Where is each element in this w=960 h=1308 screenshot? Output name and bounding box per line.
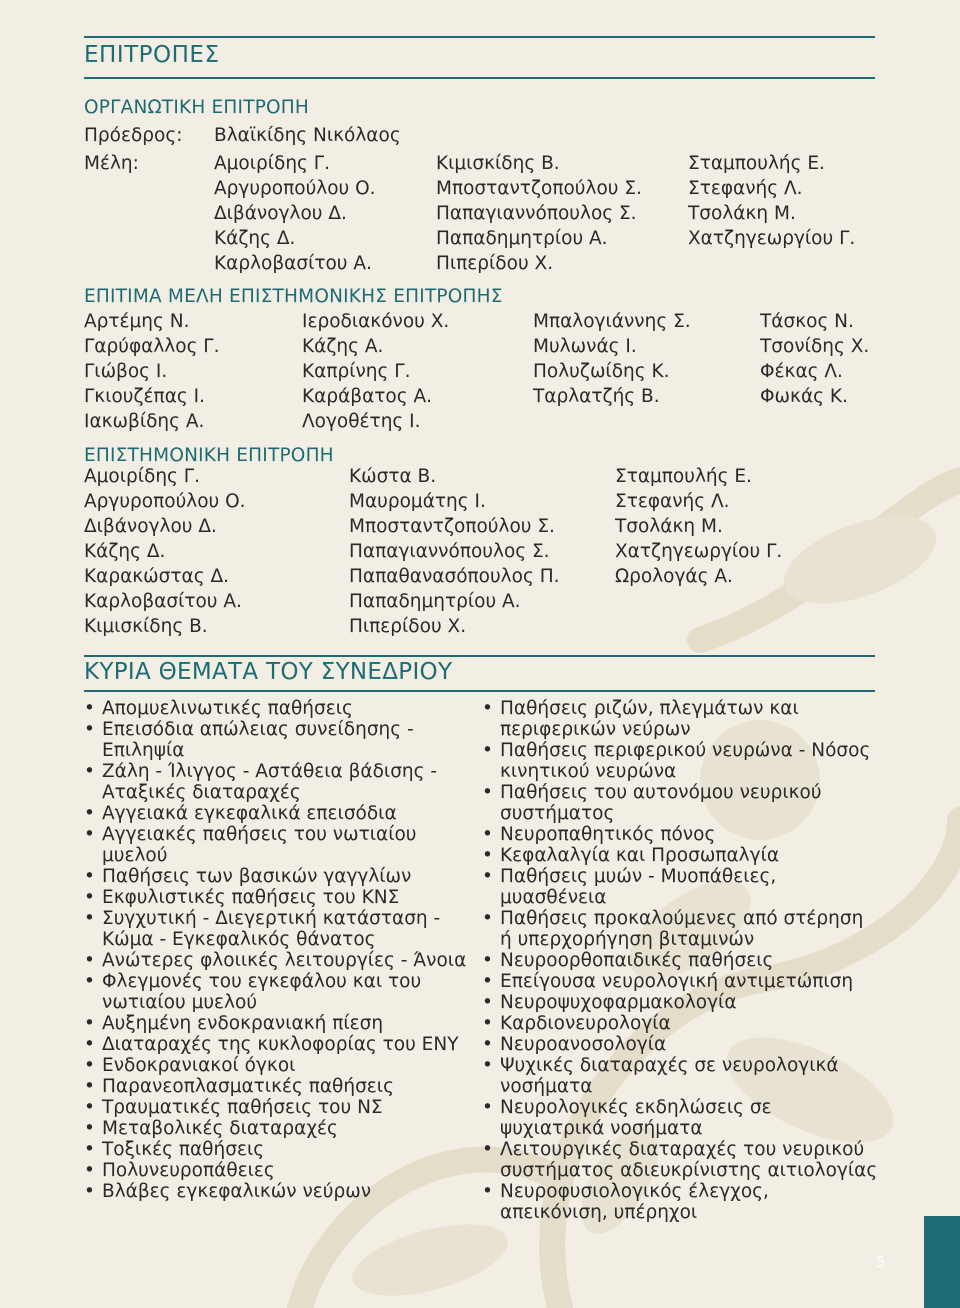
topic-line: Βλάβες εγκεφαλικών νεύρων xyxy=(102,1181,372,1202)
honorary-col-1 xyxy=(84,309,220,434)
members-label: Μέλη: xyxy=(84,153,139,174)
member-name: Καρακώστας Δ. xyxy=(84,566,229,587)
member-name: Αργυροπούλου Ο. xyxy=(84,491,246,512)
bullet-icon: • xyxy=(84,1076,95,1097)
topic-line: Επεισόδια απώλειας συνείδησης - xyxy=(102,719,414,740)
topic-item xyxy=(84,1139,474,1160)
organizing-members-col-2 xyxy=(436,151,642,276)
page-number: 5 xyxy=(876,1253,886,1271)
topic-item xyxy=(482,908,882,950)
topic-item xyxy=(482,698,882,740)
topic-item xyxy=(482,1055,882,1097)
topic-item xyxy=(84,803,474,824)
bullet-icon: • xyxy=(482,1013,493,1034)
topic-item xyxy=(482,866,882,908)
honorary-members-title: ΕΠΙΤΙΜΑ ΜΕΛΗ ΕΠΙΣΤΗΜΟΝΙΚΗΣ ΕΠΙΤΡΟΠΗΣ xyxy=(84,286,503,307)
topic-item xyxy=(482,1034,882,1055)
topics-underline xyxy=(84,690,875,692)
topic-line: ή υπερχορήγηση βιταμινών xyxy=(500,929,755,950)
topic-line: Παρανεοπλασματικές παθήσεις xyxy=(102,1076,394,1097)
member-name: Καπρίνης Γ. xyxy=(302,361,411,382)
topic-line: Μεταβολικές διαταραχές xyxy=(102,1118,338,1139)
topic-line: Παθήσεις προκαλούμενες από στέρηση xyxy=(500,908,864,929)
bullet-icon: • xyxy=(482,1139,493,1160)
member-name: Χατζηγεωργίου Γ. xyxy=(615,541,783,562)
topic-item xyxy=(84,971,474,1013)
member-name: Στεφανής Λ. xyxy=(615,491,730,512)
topic-item xyxy=(84,1181,474,1202)
bullet-icon: • xyxy=(84,719,95,740)
topic-line: Παθήσεις του αυτονόμου νευρικού xyxy=(500,782,822,803)
topic-item xyxy=(482,1013,882,1034)
topic-item xyxy=(84,824,474,866)
member-name: Στεφανής Λ. xyxy=(688,178,803,199)
topic-line: Απομυελινωτικές παθήσεις xyxy=(102,698,353,719)
topic-item xyxy=(482,845,882,866)
member-name: Αργυροπούλου Ο. xyxy=(214,178,376,199)
member-name: Γιώβος Ι. xyxy=(84,361,168,382)
topic-item xyxy=(84,866,474,887)
topic-line: Κεφαλαλγία και Προσωπαλγία xyxy=(500,845,780,866)
bullet-icon: • xyxy=(482,1097,493,1118)
topic-line: Αταξικές διαταραχές xyxy=(102,782,301,803)
member-name: Τσονίδης Χ. xyxy=(760,336,870,357)
bullet-icon: • xyxy=(482,824,493,845)
topic-line: Παθήσεις μυών - Μυοπάθειες, xyxy=(500,866,777,887)
member-name: Παπαδημητρίου Α. xyxy=(349,591,521,612)
member-name: Λογοθέτης Ι. xyxy=(302,411,421,432)
topic-line: Νευροφυσιολογικός έλεγχος, xyxy=(500,1181,769,1202)
member-name: Γαρύφαλλος Γ. xyxy=(84,336,220,357)
topic-line: Αγγειακά εγκεφαλικά επεισόδια xyxy=(102,803,397,824)
member-name: Φέκας Λ. xyxy=(760,361,843,382)
topic-item xyxy=(84,1076,474,1097)
topic-line: Τραυματικές παθήσεις του ΝΣ xyxy=(102,1097,383,1118)
bullet-icon: • xyxy=(482,971,493,992)
topic-line: Παθήσεις ριζών, πλεγμάτων και xyxy=(500,698,799,719)
topic-item xyxy=(482,782,882,824)
bullet-icon: • xyxy=(84,1034,95,1055)
topic-line: Πολυνευροπάθειες xyxy=(102,1160,275,1181)
topic-line: Αγγειακές παθήσεις του νωτιαίου xyxy=(102,824,417,845)
member-name: Κάζης Δ. xyxy=(84,541,166,562)
member-name: Κάζης Α. xyxy=(302,336,384,357)
bullet-icon: • xyxy=(84,971,95,992)
topics-left-list xyxy=(84,698,474,1202)
member-name: Αμοιρίδης Γ. xyxy=(84,466,200,487)
member-name: Αμοιρίδης Γ. xyxy=(214,153,330,174)
bullet-icon: • xyxy=(84,803,95,824)
topic-line: Αυξημένη ενδοκρανιακή πίεση xyxy=(102,1013,384,1034)
bullet-icon: • xyxy=(482,1181,493,1202)
member-name: Σταμπουλής Ε. xyxy=(688,153,825,174)
member-name: Μποσταντζοπούλου Σ. xyxy=(349,516,555,537)
bullet-icon: • xyxy=(482,1034,493,1055)
member-name: Γκιουζέπας Ι. xyxy=(84,386,205,407)
bullet-icon: • xyxy=(482,845,493,866)
member-name: Μπαλογιάννης Σ. xyxy=(533,311,691,332)
organizing-committee-title: ΟΡΓΑΝΩΤΙΚΗ ΕΠΙΤΡΟΠΗ xyxy=(84,97,310,118)
member-name: Ταρλατζής Β. xyxy=(533,386,660,407)
member-name: Μαυρομάτης Ι. xyxy=(349,491,486,512)
member-name: Καρλοβασίτου Α. xyxy=(84,591,242,612)
bullet-icon: • xyxy=(84,1013,95,1034)
bullet-icon: • xyxy=(84,1055,95,1076)
topic-line: συστήματος xyxy=(500,803,615,824)
topic-item xyxy=(84,1118,474,1139)
scientific-committee-title: ΕΠΙΣΤΗΜΟΝΙΚΗ ΕΠΙΤΡΟΠΗ xyxy=(84,445,334,466)
bullet-icon: • xyxy=(482,698,493,719)
scientific-col-1 xyxy=(84,464,246,639)
topic-line: μυασθένεια xyxy=(500,887,607,908)
bullet-icon: • xyxy=(84,866,95,887)
topics-title: ΚΥΡΙΑ ΘΕΜΑΤΑ ΤΟΥ ΣΥΝΕΔΡΙΟΥ xyxy=(84,659,453,685)
bullet-icon: • xyxy=(84,950,95,971)
page-number-tab xyxy=(924,1216,960,1308)
topic-line: απεικόνιση, υπέρηχοι xyxy=(500,1202,698,1223)
topic-item xyxy=(84,761,474,803)
member-name: Διβάνογλου Δ. xyxy=(84,516,217,537)
topic-line: Επείγουσα νευρολογική αντιμετώπιση xyxy=(500,971,854,992)
bullet-icon: • xyxy=(84,1139,95,1160)
member-name: Κάζης Δ. xyxy=(214,228,296,249)
topic-item xyxy=(84,1055,474,1076)
member-name: Ιεροδιακόνου Χ. xyxy=(302,311,450,332)
topic-item xyxy=(482,1097,882,1139)
topic-line: νοσήματα xyxy=(500,1076,593,1097)
topic-line: Νευροορθοπαιδικές παθήσεις xyxy=(500,950,774,971)
member-name: Τάσκος Ν. xyxy=(760,311,854,332)
bullet-icon: • xyxy=(482,992,493,1013)
chair-name: Βλαϊκίδης Νικόλαος xyxy=(214,125,401,146)
bullet-icon: • xyxy=(84,908,95,929)
member-name: Ωρολογάς Α. xyxy=(615,566,733,587)
bullet-icon: • xyxy=(482,740,493,761)
bullet-icon: • xyxy=(84,1118,95,1139)
member-name: Παπαδημητρίου Α. xyxy=(436,228,608,249)
bullet-icon: • xyxy=(482,908,493,929)
member-name: Τσολάκη Μ. xyxy=(688,203,796,224)
topic-line: ψυχιατρικά νοσήματα xyxy=(500,1118,703,1139)
bullet-icon: • xyxy=(84,887,95,908)
topic-item xyxy=(84,1034,474,1055)
bullet-icon: • xyxy=(482,1055,493,1076)
page-title: ΕΠΙΤΡΟΠΕΣ xyxy=(84,42,220,68)
topic-item xyxy=(84,887,474,908)
organizing-members-col-1 xyxy=(214,151,376,276)
topic-line: κινητικού νευρώνα xyxy=(500,761,677,782)
organizing-members-col-3 xyxy=(688,151,855,251)
topic-item xyxy=(482,950,882,971)
topic-item xyxy=(482,1181,882,1223)
topic-item xyxy=(84,1013,474,1034)
bullet-icon: • xyxy=(482,782,493,803)
topic-item xyxy=(84,908,474,950)
topics-top-rule xyxy=(84,655,875,657)
topic-line: Φλεγμονές του εγκεφάλου και του xyxy=(102,971,422,992)
bullet-icon: • xyxy=(84,1160,95,1181)
member-name: Αρτέμης Ν. xyxy=(84,311,190,332)
honorary-col-3 xyxy=(533,309,691,409)
topic-line: συστήματος αδιευκρίνιστης αιτιολογίας xyxy=(500,1160,878,1181)
bullet-icon: • xyxy=(84,1181,95,1202)
topic-item xyxy=(482,740,882,782)
member-name: Χατζηγεωργίου Γ. xyxy=(688,228,856,249)
topic-line: Επιληψία xyxy=(102,740,185,761)
topic-line: Τοξικές παθήσεις xyxy=(102,1139,265,1160)
member-name: Διβάνογλου Δ. xyxy=(214,203,347,224)
topic-item xyxy=(84,950,474,971)
topic-line: Ενδοκρανιακοί όγκοι xyxy=(102,1055,296,1076)
topic-item xyxy=(84,1160,474,1181)
topic-item xyxy=(84,698,474,719)
topic-item xyxy=(84,1097,474,1118)
honorary-col-2 xyxy=(302,309,449,434)
topic-item xyxy=(482,971,882,992)
topic-line: νωτιαίου μυελού xyxy=(102,992,258,1013)
topic-line: Νευρολογικές εκδηλώσεις σε xyxy=(500,1097,772,1118)
member-name: Κιμισκίδης Β. xyxy=(84,616,208,637)
topic-line: μυελού xyxy=(102,845,168,866)
member-name: Φωκάς Κ. xyxy=(760,386,848,407)
member-name: Μποσταντζοπούλου Σ. xyxy=(436,178,642,199)
member-name: Πιπερίδου Χ. xyxy=(349,616,467,637)
topics-right-list xyxy=(482,698,882,1223)
honorary-col-4 xyxy=(760,309,869,409)
member-name: Πολυζωίδης Κ. xyxy=(533,361,670,382)
topic-line: Λειτουργικές διαταραχές του νευρικού xyxy=(500,1139,865,1160)
member-name: Κιμισκίδης Β. xyxy=(436,153,560,174)
topic-line: Ψυχικές διαταραχές σε νευρολογικά xyxy=(500,1055,839,1076)
topic-line: Νευροανοσολογία xyxy=(500,1034,667,1055)
member-name: Μυλωνάς Ι. xyxy=(533,336,637,357)
bullet-icon: • xyxy=(84,824,95,845)
topic-line: Ζάλη - Ίλιγγος - Αστάθεια βάδισης - xyxy=(102,761,438,782)
bullet-icon: • xyxy=(482,866,493,887)
member-name: Κώστα Β. xyxy=(349,466,437,487)
topic-line: Κώμα - Εγκεφαλικός θάνατος xyxy=(102,929,376,950)
member-name: Καρλοβασίτου Α. xyxy=(214,253,372,274)
member-name: Παπαγιαννόπουλος Σ. xyxy=(436,203,637,224)
top-rule xyxy=(84,36,875,38)
topic-line: Νευροπαθητικός πόνος xyxy=(500,824,716,845)
chair-label: Πρόεδρος: xyxy=(84,125,183,146)
topic-line: Νευροψυχοφαρμακολογία xyxy=(500,992,737,1013)
bullet-icon: • xyxy=(482,950,493,971)
scientific-col-2 xyxy=(349,464,559,639)
title-underline xyxy=(84,77,875,79)
topic-line: Εκφυλιστικές παθήσεις του ΚΝΣ xyxy=(102,887,400,908)
topic-item xyxy=(482,992,882,1013)
member-name: Καράβατος Α. xyxy=(302,386,432,407)
scientific-col-3 xyxy=(615,464,782,589)
topic-line: Ανώτερες φλοιικές λειτουργίες - Άνοια xyxy=(102,950,467,971)
bullet-icon: • xyxy=(84,698,95,719)
member-name: Τσολάκη Μ. xyxy=(615,516,723,537)
topic-item xyxy=(482,824,882,845)
topic-item xyxy=(84,719,474,761)
bullet-icon: • xyxy=(84,1097,95,1118)
member-name: Σταμπουλής Ε. xyxy=(615,466,752,487)
topic-line: Καρδιονευρολογία xyxy=(500,1013,671,1034)
topic-line: Συγχυτική - Διεγερτική κατάσταση - xyxy=(102,908,441,929)
member-name: Πιπερίδου Χ. xyxy=(436,253,554,274)
topic-line: περιφερικών νεύρων xyxy=(500,719,691,740)
topic-item xyxy=(482,1139,882,1181)
topic-line: Παθήσεις περιφερικού νευρώνα - Νόσος xyxy=(500,740,871,761)
member-name: Παπαθανασόπουλος Π. xyxy=(349,566,560,587)
topic-line: Παθήσεις των βασικών γαγγλίων xyxy=(102,866,412,887)
member-name: Παπαγιαννόπουλος Σ. xyxy=(349,541,550,562)
bullet-icon: • xyxy=(84,761,95,782)
member-name: Ιακωβίδης Α. xyxy=(84,411,205,432)
topic-line: Διαταραχές της κυκλοφορίας του ΕΝΥ xyxy=(102,1034,459,1055)
